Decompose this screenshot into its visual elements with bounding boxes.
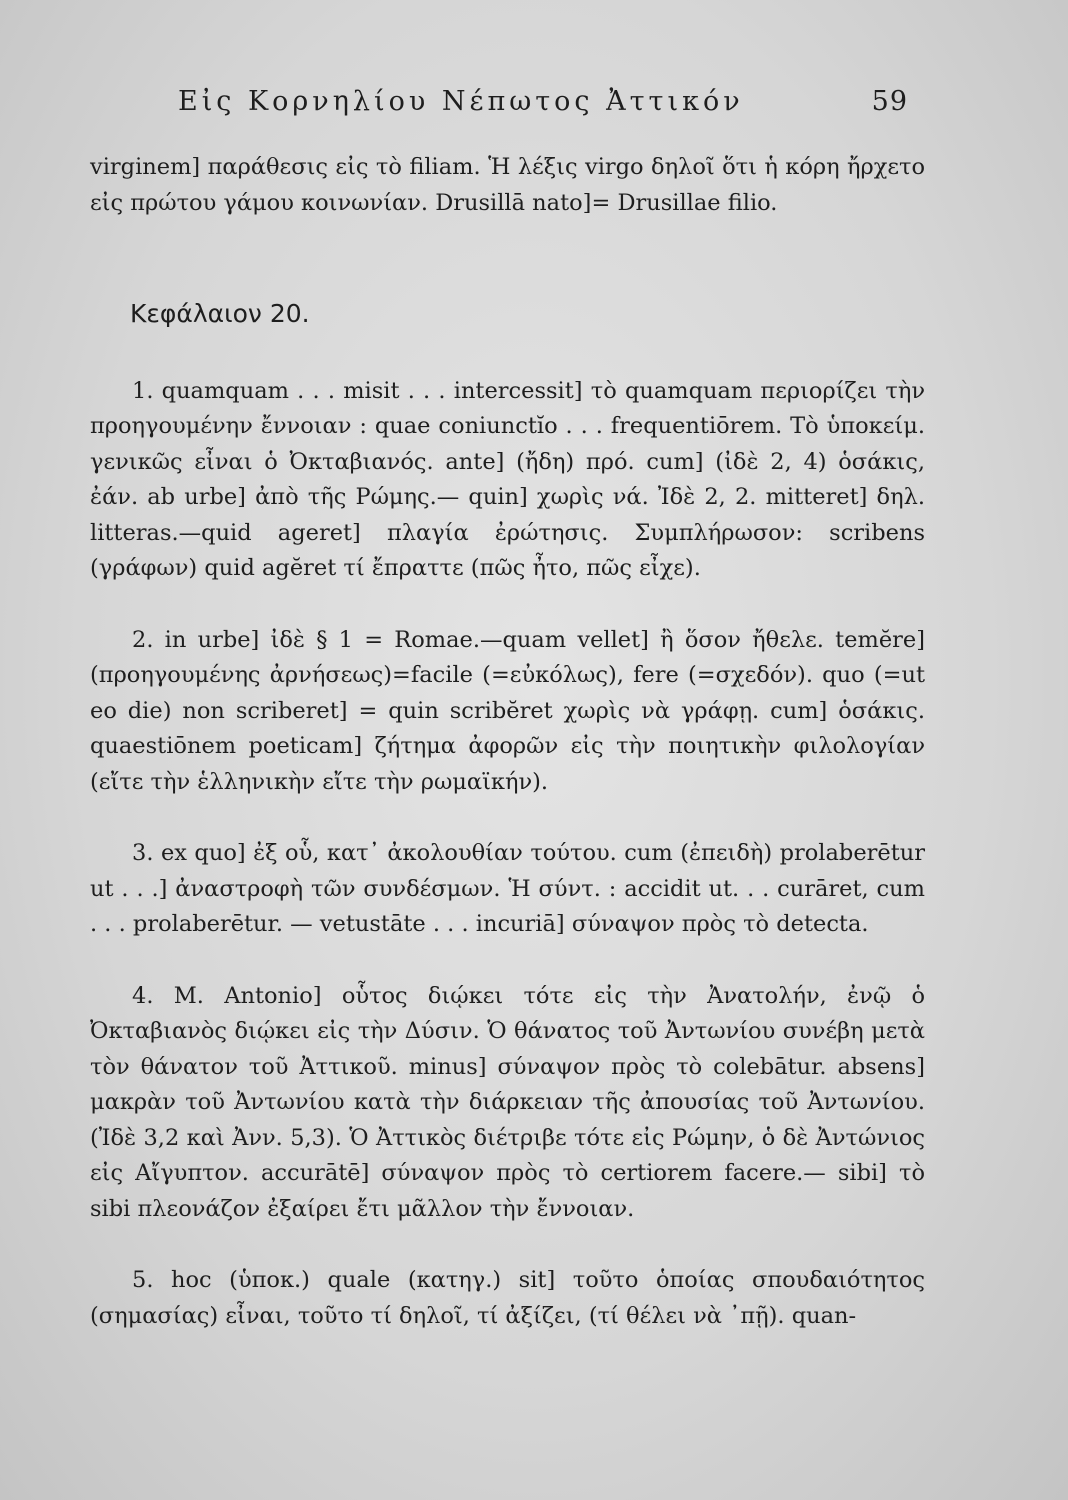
spacer: [90, 943, 925, 979]
paragraph-3: 3. ex quo] ἐξ οὗ, κατ᾽ ἀκολουθίαν τούτου. cum (ἐπειδὴ) prolaberētur ut . . .] ἀναστροφὴ τῶν συνδέσμων. Ἡ σύντ. : accidit ut. . . curāret, cum . . . prolaberētur. — vetustāte . . . incuriā] σύναψον πρὸς τὸ detecta.: [90, 840, 925, 937]
intro-paragraph: virginem] παράθεσις εἰς τὸ filiam. Ἡ λέξις virgo δηλοῖ ὅτι ἡ κόρη ἤρχετο εἰς πρώτου γάμου κοινωνίαν. Drusillā nato]= Drusillae filio.: [90, 154, 925, 216]
chapter-title: Κεφάλαιον 20.: [130, 299, 310, 328]
spacer: [90, 800, 925, 836]
page-number: 59: [871, 86, 908, 117]
paragraph-5: 5. hoc (ὑποκ.) quale (κατηγ.) sit] τοῦτο ὁποίας σπουδαιότητος (σημασίας) εἶναι, τοῦτο τί δηλοῖ, τί ἀξίζει, (τί θέλει νὰ ᾽πῇ). quan-: [90, 1267, 925, 1329]
paragraph-4: 4. M. Antonio] οὗτος διῴκει τότε εἰς τὴν Ἀνατολήν, ἐνῷ ὁ Ὀκταβιανὸς διῴκει εἰς τὴν Δύσιν. Ὁ θάνατος τοῦ Ἀντωνίου συνέβη μετὰ τὸν θάνατον τοῦ Ἀττικοῦ. minus] σύναψον πρὸς τὸ colebātur. absens] μακρὰν τοῦ Ἀντωνίου κατὰ τὴν διάρκειαν τῆς ἀπουσίας τοῦ Ἀντωνίου. (Ἰδὲ 3,2 καὶ Ἀνν. 5,3). Ὁ Ἀττικὸς διέτριβε τότε εἰς Ρώμην, ὁ δὲ Ἀντώνιος εἰς Αἴγυπτον. accurātē] σύναψον πρὸς τὸ certiorem facere.— sibi] τὸ sibi πλεονάζον ἐξαίρει ἔτι μᾶλλον τὴν ἔννοιαν.: [90, 982, 925, 1222]
spacer: [90, 587, 925, 623]
spacer: [90, 332, 925, 374]
spacer: [90, 1227, 925, 1263]
spacer: [90, 221, 925, 296]
page-body: [90, 150, 925, 1334]
paragraph-1: 1. quamquam . . . misit . . . intercessit] τὸ quamquam περιορίζει τὴν προηγουμένην ἔννοιαν : quae coniunctĭo . . . frequentiōrem. Τὸ ὑποκείμ. γενικῶς εἶναι ὁ Ὀκταβιανός. ante] (ἤδη) πρό. cum] (ἰδὲ 2, 4) ὁσάκις, ἐάν. ab urbe] ἀπὸ τῆς Ρώμης.— quin] χωρὶς νά. Ἰδὲ 2, 2. mitteret] δηλ. litteras.—quid ageret] πλαγία ἐρώτησις. Συμπλήρωσον: scribens (γράφων) quid agĕret τί ἔπραττε (πῶς ἦτο, πῶς εἶχε).: [90, 377, 925, 581]
running-title: Εἰς Κορνηλίου Νέπωτος Ἀττικόν: [178, 86, 744, 117]
paragraph-2: 2. in urbe] ἰδὲ § 1 = Romae.—quam vellet] ἢ ὅσον ἤθελε. temĕre] (προηγουμένης ἀρνήσεως)=facile (=εὐκόλως), fere (=σχεδόν). quo (=ut eo die) non scriberet] = quin scribĕret χωρὶς νὰ γράφῃ. cum] ὁσάκις. quaestiōnem poeticam] ζήτημα ἀφορῶν εἰς τὴν ποιητικὴν φιλολογίαν (εἴτε τὴν ἑλληνικὴν εἴτε τὴν ρωμαϊκήν).: [90, 626, 925, 795]
running-header: [178, 86, 908, 126]
